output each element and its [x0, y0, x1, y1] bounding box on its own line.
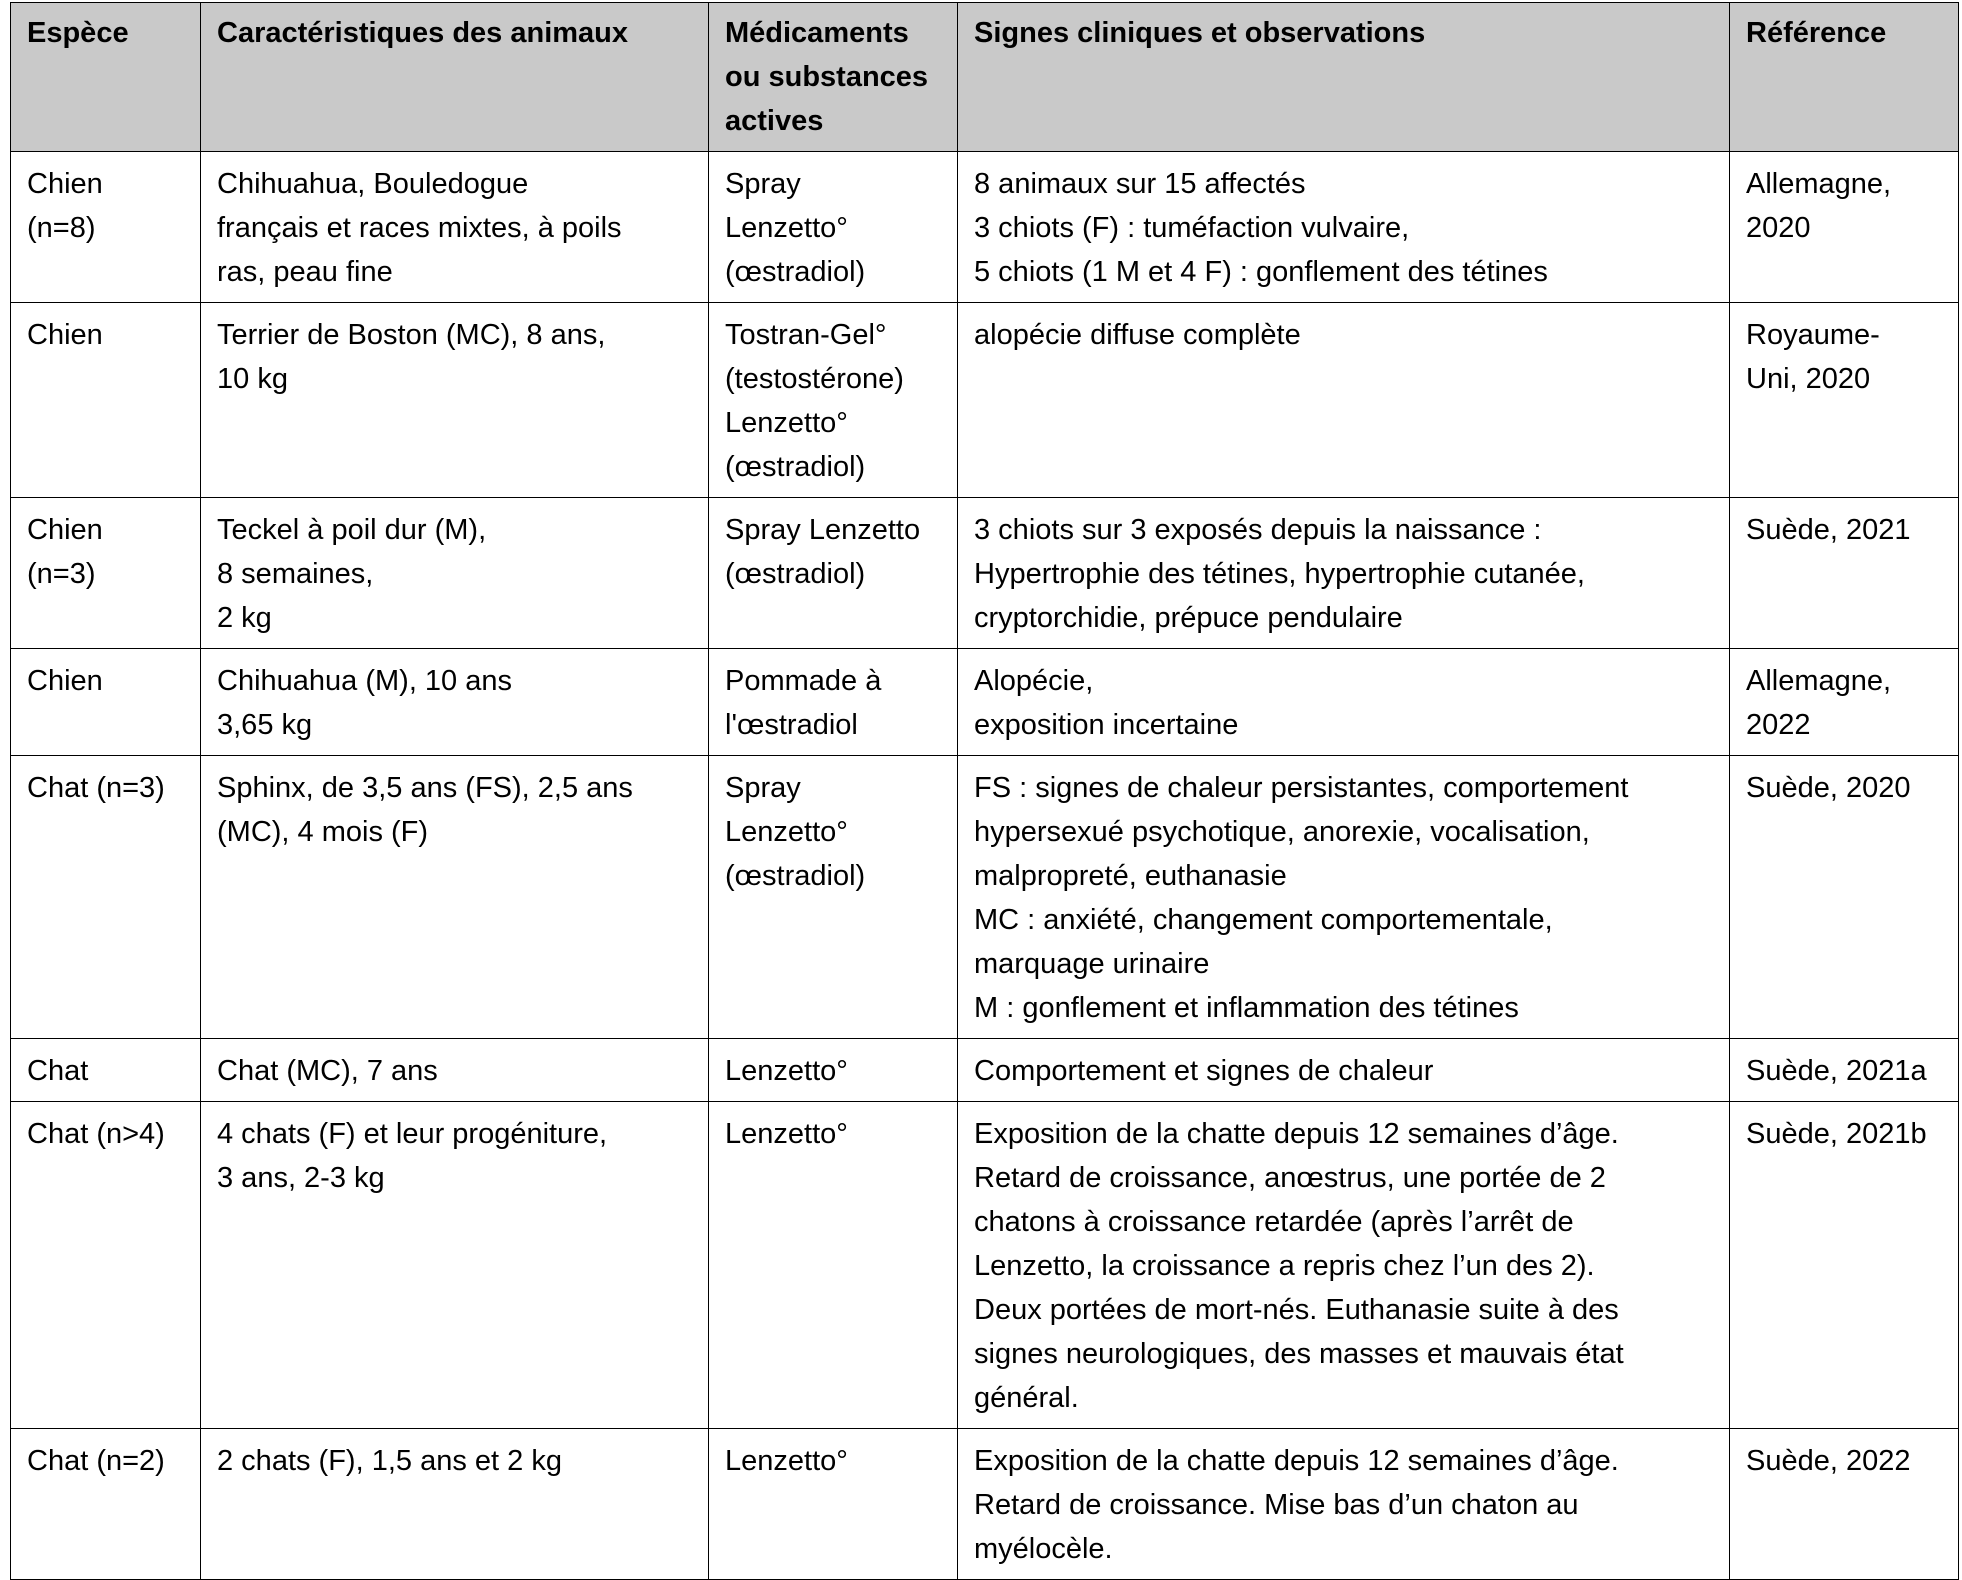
cell-text-line: Chien — [27, 665, 103, 697]
cell-text-line: 4 chats (F) et leur progéniture, — [217, 1118, 608, 1150]
header-reference — [1730, 3, 1959, 152]
cell-text-line: FS : signes de chaleur persistantes, comportement — [974, 772, 1629, 804]
cell-text-line: 3,65 kg — [217, 709, 313, 741]
cell-text-line: français et races mixtes, à poils — [217, 212, 622, 244]
cell-medicaments — [709, 649, 958, 756]
cell-text-line: 5 chiots (1 M et 4 F) : gonflement des tétines — [974, 256, 1548, 288]
cell-signes — [958, 1039, 1730, 1102]
cell-reference — [1730, 303, 1959, 498]
cell-text-line: 2 chats (F), 1,5 ans et 2 kg — [217, 1445, 562, 1477]
cell-text-line: 2020 — [1746, 212, 1811, 244]
cell-text-line: M : gonflement et inflammation des tétines — [974, 992, 1519, 1024]
cell-text-line: Chien — [27, 319, 103, 351]
cell-signes — [958, 1429, 1730, 1580]
cell-reference — [1730, 152, 1959, 303]
cell-caracteristiques — [201, 498, 709, 649]
cell-espece — [11, 152, 201, 303]
cell-espece — [11, 1039, 201, 1102]
cell-text-line: 2 kg — [217, 602, 272, 634]
cell-medicaments — [709, 303, 958, 498]
header-row — [11, 3, 1959, 152]
cell-text-line: (œstradiol) — [725, 860, 866, 892]
table-row — [11, 756, 1959, 1039]
cell-text-line: cryptorchidie, prépuce pendulaire — [974, 602, 1403, 634]
cell-text-line: Lenzetto° — [725, 1445, 848, 1477]
cell-medicaments — [709, 1039, 958, 1102]
cell-text-line: Spray — [725, 168, 801, 200]
header-text-line: Médicaments — [725, 17, 909, 49]
cell-text-line: exposition incertaine — [974, 709, 1239, 741]
cell-medicaments — [709, 1102, 958, 1429]
table-body — [11, 152, 1959, 1580]
cell-text-line: 3 chiots (F) : tuméfaction vulvaire, — [974, 212, 1410, 244]
cell-signes — [958, 756, 1730, 1039]
cell-reference — [1730, 1102, 1959, 1429]
cell-text-line: hypersexué psychotique, anorexie, vocalisation, — [974, 816, 1590, 848]
table-row — [11, 649, 1959, 756]
cell-text-line: l'œstradiol — [725, 709, 858, 741]
cell-text-line: Lenzetto° — [725, 1118, 848, 1150]
data-table — [10, 2, 1959, 1580]
cell-text-line: Chat (MC), 7 ans — [217, 1055, 438, 1087]
cell-text-line: Chat (n=3) — [27, 772, 165, 804]
cell-caracteristiques — [201, 152, 709, 303]
cell-text-line: Terrier de Boston (MC), 8 ans, — [217, 319, 606, 351]
header-espece — [11, 3, 201, 152]
table-row — [11, 303, 1959, 498]
table-row — [11, 1102, 1959, 1429]
cell-text-line: 8 animaux sur 15 affectés — [974, 168, 1306, 200]
cell-text-line: myélocèle. — [974, 1533, 1113, 1565]
cell-medicaments — [709, 756, 958, 1039]
cell-espece — [11, 498, 201, 649]
header-medicaments — [709, 3, 958, 152]
cell-espece — [11, 649, 201, 756]
header-text-line: Caractéristiques des animaux — [217, 17, 629, 49]
cell-text-line: Chihuahua, Bouledogue — [217, 168, 529, 200]
header-text-line: Signes cliniques et observations — [974, 17, 1426, 49]
cell-reference — [1730, 1039, 1959, 1102]
cell-reference — [1730, 498, 1959, 649]
cell-text-line: Chien — [27, 168, 103, 200]
cell-text-line: Exposition de la chatte depuis 12 semaines d’âge. — [974, 1118, 1619, 1150]
cell-text-line: Suède, 2021 — [1746, 514, 1911, 546]
cell-text-line: Suède, 2020 — [1746, 772, 1911, 804]
cell-text-line: Pommade à — [725, 665, 882, 697]
cell-text-line: Lenzetto° — [725, 1055, 848, 1087]
cell-text-line: Sphinx, de 3,5 ans (FS), 2,5 ans — [217, 772, 633, 804]
cell-text-line: Allemagne, — [1746, 665, 1892, 697]
header-text-line: ou substances — [725, 61, 929, 93]
cell-signes — [958, 498, 1730, 649]
cell-caracteristiques — [201, 649, 709, 756]
cell-signes — [958, 1102, 1730, 1429]
cell-text-line: Retard de croissance. Mise bas d’un chaton au — [974, 1489, 1579, 1521]
table-row — [11, 1039, 1959, 1102]
cell-text-line: Suède, 2021b — [1746, 1118, 1927, 1150]
cell-text-line: Lenzetto, la croissance a repris chez l’un des 2). — [974, 1250, 1595, 1282]
cell-text-line: Chien — [27, 514, 103, 546]
cell-text-line: Uni, 2020 — [1746, 363, 1871, 395]
cell-text-line: 8 semaines, — [217, 558, 374, 590]
cell-text-line: (testostérone) — [725, 363, 904, 395]
cell-medicaments — [709, 152, 958, 303]
cell-text-line: 3 ans, 2-3 kg — [217, 1162, 385, 1194]
cell-text-line: Lenzetto° — [725, 407, 848, 439]
header-text-line: Espèce — [27, 17, 129, 49]
table-row — [11, 498, 1959, 649]
cell-text-line: Spray — [725, 772, 801, 804]
cell-signes — [958, 649, 1730, 756]
cell-caracteristiques — [201, 1102, 709, 1429]
cell-text-line: malpropreté, euthanasie — [974, 860, 1287, 892]
cell-text-line: Chihuahua (M), 10 ans — [217, 665, 512, 697]
cell-text-line: alopécie diffuse complète — [974, 319, 1301, 351]
cell-text-line: Suède, 2022 — [1746, 1445, 1911, 1477]
header-text-line: actives — [725, 105, 824, 137]
cell-medicaments — [709, 498, 958, 649]
cell-espece — [11, 1429, 201, 1580]
cell-text-line: Tostran-Gel° — [725, 319, 887, 351]
cell-espece — [11, 303, 201, 498]
cell-text-line: (n=3) — [27, 558, 96, 590]
cell-caracteristiques — [201, 303, 709, 498]
cell-text-line: 3 chiots sur 3 exposés depuis la naissance : — [974, 514, 1542, 546]
cell-text-line: (œstradiol) — [725, 256, 866, 288]
cell-text-line: 2022 — [1746, 709, 1811, 741]
cell-text-line: Comportement et signes de chaleur — [974, 1055, 1434, 1087]
cell-text-line: général. — [974, 1382, 1079, 1414]
cell-text-line: Chat (n>4) — [27, 1118, 165, 1150]
cell-text-line: Teckel à poil dur (M), — [217, 514, 487, 546]
cell-espece — [11, 1102, 201, 1429]
cell-reference — [1730, 1429, 1959, 1580]
cell-text-line: MC : anxiété, changement comportementale, — [974, 904, 1553, 936]
cell-signes — [958, 152, 1730, 303]
cell-text-line: (MC), 4 mois (F) — [217, 816, 429, 848]
cell-caracteristiques — [201, 1429, 709, 1580]
cell-text-line: ras, peau fine — [217, 256, 393, 288]
table-header — [11, 3, 1959, 152]
cell-text-line: Allemagne, — [1746, 168, 1892, 200]
cell-reference — [1730, 649, 1959, 756]
header-signes — [958, 3, 1730, 152]
cell-text-line: Chat — [27, 1055, 89, 1087]
header-caracteristiques — [201, 3, 709, 152]
cell-text-line: Spray Lenzetto — [725, 514, 921, 546]
table-row — [11, 152, 1959, 303]
cell-text-line: (n=8) — [27, 212, 96, 244]
header-text-line: Référence — [1746, 17, 1887, 49]
table-row — [11, 1429, 1959, 1580]
cell-text-line: (œstradiol) — [725, 558, 866, 590]
cell-text-line: Retard de croissance, anœstrus, une portée de 2 — [974, 1162, 1606, 1194]
cell-reference — [1730, 756, 1959, 1039]
cell-text-line: chatons à croissance retardée (après l’arrêt de — [974, 1206, 1574, 1238]
cell-text-line: signes neurologiques, des masses et mauvais état — [974, 1338, 1624, 1370]
cell-medicaments — [709, 1429, 958, 1580]
cell-text-line: Exposition de la chatte depuis 12 semaines d’âge. — [974, 1445, 1619, 1477]
cell-text-line: Alopécie, — [974, 665, 1094, 697]
cell-text-line: Deux portées de mort-nés. Euthanasie suite à des — [974, 1294, 1619, 1326]
cell-text-line: Lenzetto° — [725, 212, 848, 244]
cell-text-line: Royaume- — [1746, 319, 1880, 351]
cell-text-line: Hypertrophie des tétines, hypertrophie cutanée, — [974, 558, 1585, 590]
cell-text-line: 10 kg — [217, 363, 288, 395]
cell-text-line: Lenzetto° — [725, 816, 848, 848]
cell-caracteristiques — [201, 1039, 709, 1102]
cell-text-line: (œstradiol) — [725, 451, 866, 483]
cell-signes — [958, 303, 1730, 498]
cell-text-line: marquage urinaire — [974, 948, 1210, 980]
cell-text-line: Chat (n=2) — [27, 1445, 165, 1477]
cell-text-line: Suède, 2021a — [1746, 1055, 1927, 1087]
cell-caracteristiques — [201, 756, 709, 1039]
cell-espece — [11, 756, 201, 1039]
